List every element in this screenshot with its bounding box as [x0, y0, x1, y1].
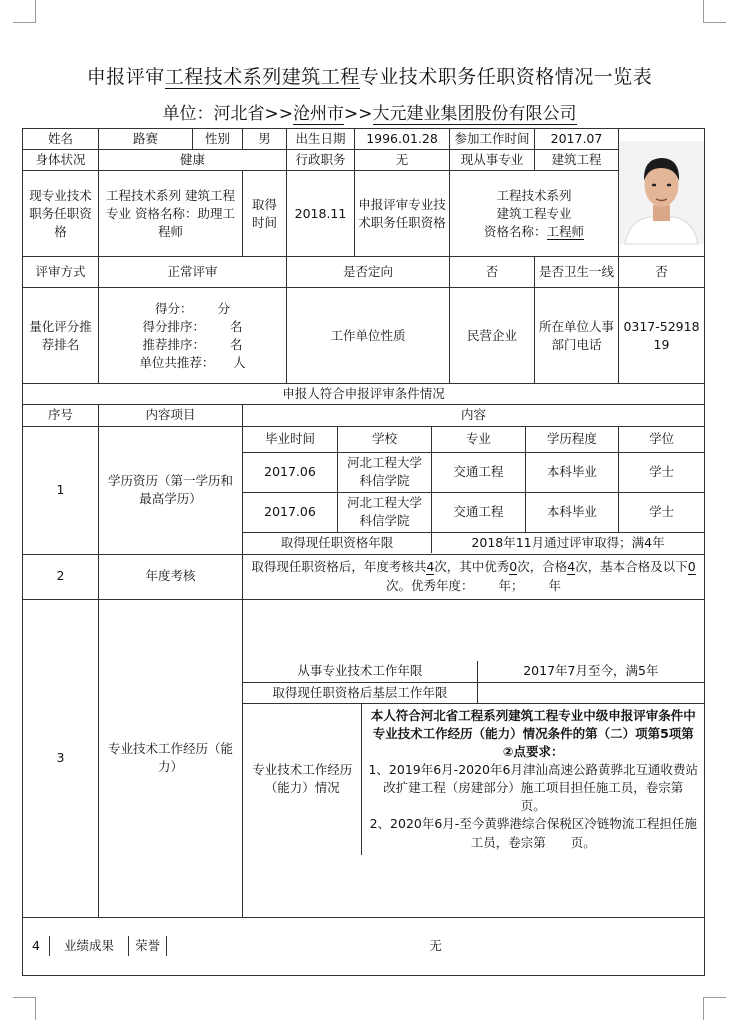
exp-no: 3 — [23, 599, 99, 917]
score-rank-unit: 名 — [230, 318, 243, 334]
rec-rank-line — [102, 336, 283, 354]
assess-qualified: 4 — [567, 559, 576, 575]
achieve-item: 业绩成果 — [50, 936, 129, 956]
assess-text-part: 年 — [548, 577, 562, 593]
exp-grassroots-value — [477, 682, 704, 703]
education-table — [243, 427, 704, 553]
directed-label: 是否定向 — [287, 257, 450, 288]
edu-cell: 交通工程 — [432, 492, 526, 532]
unit-sep: >> — [264, 104, 293, 124]
score-label: 得分： — [154, 300, 193, 316]
rank-label: 量化评分推荐排名 — [23, 288, 99, 384]
experience-table — [243, 661, 709, 854]
unit-total-label: 单位共推荐： — [139, 354, 215, 370]
edu-header-cell: 毕业时间 — [243, 427, 338, 452]
qualification-table — [22, 128, 709, 976]
exp-requirement: 本人符合河北省工程系列建筑工程专业中级申报评审条件中专业技术工作经历（能力）情况条件的第（二）项第5项第②点要求： — [370, 707, 696, 759]
row-ranking — [23, 288, 705, 384]
unit-sep: >> — [344, 104, 373, 124]
edu-cell: 学士 — [619, 452, 704, 492]
edu-content — [243, 426, 705, 554]
conditions-heading: 申报人符合申报评审条件情况 — [23, 384, 705, 405]
row-achievements — [23, 917, 705, 975]
birth-value: 1996.01.28 — [355, 129, 450, 150]
score-rank-label: 得分排序： — [142, 318, 205, 334]
row-basic-2 — [23, 150, 705, 171]
crop-mark-top-left — [13, 0, 36, 23]
unit-prefix: 单位： — [162, 104, 214, 124]
education-row — [243, 452, 704, 492]
edu-cell: 学士 — [619, 492, 704, 532]
exp-sub-label: 专业技术工作经历（能力）情况 — [243, 703, 362, 855]
row-qualification — [23, 171, 705, 257]
assess-text-part: 次，其中优秀 — [434, 559, 510, 575]
exp-record: 2、2020年6月-至今黄骅港综合保税区冷链物流工程担任施工员，卷宗第 页。 — [369, 816, 697, 850]
row-conditions-heading — [23, 384, 705, 405]
row-education — [23, 426, 705, 554]
row-annual-assessment — [23, 554, 705, 599]
achieve-value: 无 — [167, 936, 704, 956]
current-qual-label: 现专业技术职务任职资格 — [23, 171, 99, 257]
rec-rank-unit: 名 — [230, 336, 243, 352]
edu-cell: 河北工程大学科信学院 — [338, 452, 432, 492]
assess-no: 2 — [23, 554, 99, 599]
col-item-header: 内容项目 — [99, 405, 243, 426]
exp-years-label: 从事专业技术工作年限 — [243, 661, 477, 682]
edu-header-cell: 专业 — [432, 427, 526, 452]
edu-no: 1 — [23, 426, 99, 554]
org-nature-label: 工作单位性质 — [287, 288, 450, 384]
apply-name-label: 资格名称： — [483, 223, 547, 239]
page-title: 申报评审工程技术系列建筑工程专业技术职务任职资格情况一览表 — [86, 66, 653, 88]
photo-cell — [619, 129, 705, 257]
unit-line — [0, 99, 739, 124]
edu-header-cell: 学位 — [619, 427, 704, 452]
edu-cell: 本科毕业 — [525, 452, 619, 492]
current-major-value: 建筑工程 — [535, 150, 619, 171]
edu-header-cell: 学历程度 — [525, 427, 619, 452]
admin-value: 无 — [355, 150, 450, 171]
current-qual-value: 工程技术系列 建筑工程专业 资格名称：助理工程师 — [99, 171, 243, 257]
assess-text-part: 次，合格 — [517, 559, 568, 575]
gender-value: 男 — [243, 129, 287, 150]
exp-years-value: 2017年7月至今，满5年 — [477, 661, 704, 682]
unit-province: 河北省 — [213, 104, 265, 124]
exp-content — [243, 599, 709, 917]
hr-phone-value: 0317-5291819 — [619, 288, 705, 384]
edu-years-value: 2018年11月通过评审取得；满4年 — [432, 532, 704, 553]
score-line — [102, 300, 283, 318]
unit-total-line — [102, 354, 283, 372]
org-nature-value: 民营企业 — [450, 288, 535, 384]
exp-years-row — [243, 661, 704, 682]
unit-company: 大元建业集团股份有限公司 — [372, 104, 577, 124]
work-start-value: 2017.07 — [535, 129, 619, 150]
health-line-label: 是否卫生一线 — [535, 257, 619, 288]
health-label: 身体状况 — [23, 150, 99, 171]
exp-item: 专业技术工作经历（能力） — [99, 599, 243, 917]
assess-text — [243, 554, 705, 599]
exp-description — [362, 703, 709, 855]
col-no-header: 序号 — [23, 405, 99, 426]
gender-label: 性别 — [193, 129, 243, 150]
achieve-sub: 荣誉 — [129, 936, 167, 956]
apply-name-value: 工程师 — [546, 223, 585, 239]
edu-item: 学历资历（第一学历和最高学历） — [99, 426, 243, 554]
directed-value: 否 — [450, 257, 535, 288]
exp-grassroots-row — [243, 682, 704, 703]
exp-detail-row — [243, 703, 704, 855]
current-major-label: 现从事专业 — [450, 150, 535, 171]
edu-years-label: 取得现任职资格年限 — [243, 532, 432, 553]
crop-mark-bottom-left — [13, 997, 36, 1020]
assess-text-part: 次，基本合格及以下 — [575, 559, 688, 575]
birth-label: 出生日期 — [287, 129, 355, 150]
rank-details — [99, 288, 287, 384]
edu-header-cell: 学校 — [338, 427, 432, 452]
edu-cell: 2017.06 — [243, 452, 338, 492]
crop-mark-bottom-right — [703, 997, 726, 1020]
col-content-header: 内容 — [243, 405, 705, 426]
assess-basic: 0 — [687, 559, 696, 575]
row-basic-1 — [23, 129, 705, 150]
edu-cell: 河北工程大学科信学院 — [338, 492, 432, 532]
assess-text-part: 取得现任职资格后，年度考核共 — [251, 559, 427, 575]
edu-cell: 2017.06 — [243, 492, 338, 532]
name-value: 路赛 — [99, 129, 193, 150]
achievement-row — [23, 936, 704, 956]
unit-city: 沧州市 — [293, 104, 344, 124]
row-experience — [23, 599, 705, 917]
apply-qual-label: 申报评审专业技术职务任职资格 — [355, 171, 450, 257]
edu-cell: 本科毕业 — [525, 492, 619, 532]
unit-total-unit: 人 — [233, 354, 246, 370]
apply-major: 建筑工程专业 — [496, 205, 572, 221]
row-column-headers — [23, 405, 705, 426]
exp-grassroots-label: 取得现任职资格后基层工作年限 — [243, 682, 477, 703]
obtain-time-label: 取得时间 — [243, 171, 287, 257]
score-rank-line — [102, 318, 283, 336]
apply-qual-value — [450, 171, 619, 257]
name-label: 姓名 — [23, 129, 99, 150]
crop-mark-top-right — [703, 0, 726, 23]
assess-item: 年度考核 — [99, 554, 243, 599]
apply-series: 工程技术系列 — [496, 187, 572, 203]
applicant-photo — [619, 141, 704, 244]
achievement-table — [23, 936, 704, 956]
edu-cell: 交通工程 — [432, 452, 526, 492]
score-unit: 分 — [217, 300, 231, 316]
work-start-label: 参加工作时间 — [450, 129, 535, 150]
education-years-row — [243, 532, 704, 553]
method-label: 评审方式 — [23, 257, 99, 288]
achieve-no: 4 — [23, 936, 50, 956]
achieve-content — [23, 917, 705, 975]
assess-excellent: 0 — [509, 559, 518, 575]
apply-name-line — [453, 223, 615, 241]
assess-total: 4 — [426, 559, 435, 575]
health-line-value: 否 — [619, 257, 705, 288]
method-value: 正常评审 — [99, 257, 287, 288]
row-review — [23, 257, 705, 288]
health-value: 健康 — [99, 150, 287, 171]
exp-record: 1、2019年6月-2020年6月津汕高速公路黄骅北互通收费站改扩建工程（房建部分）施工项目担任施工员，卷宗第 页。 — [368, 762, 709, 814]
assess-text-part: 年； — [498, 577, 524, 593]
admin-label: 行政职务 — [287, 150, 355, 171]
hr-phone-label: 所在单位人事部门电话 — [535, 288, 619, 384]
education-header-row — [243, 427, 704, 452]
rec-rank-label: 推荐排序： — [142, 336, 205, 352]
education-row — [243, 492, 704, 532]
obtain-time-value: 2018.11 — [287, 171, 355, 257]
assess-text-part: 次。优秀年度： — [385, 577, 474, 593]
